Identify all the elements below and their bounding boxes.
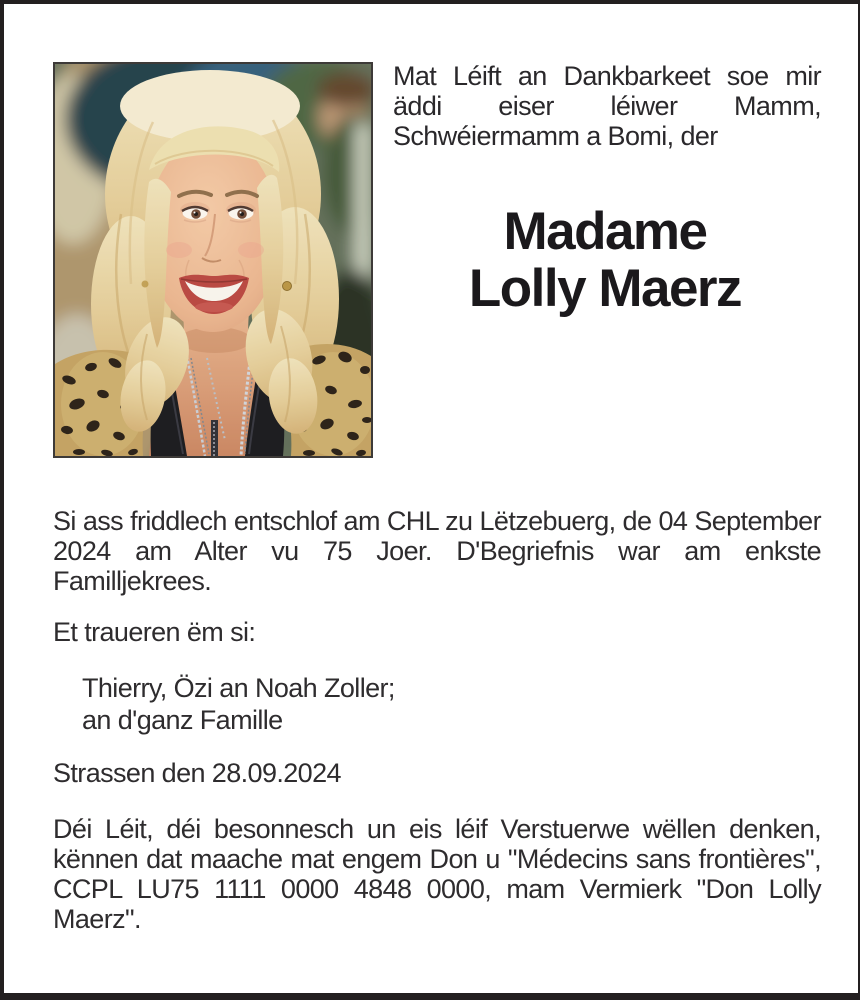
place-and-date: Strassen den 28.09.2024 [53, 758, 341, 788]
title-name: Lolly Maerz [468, 259, 742, 318]
deceased-name-title [389, 203, 821, 317]
mourners-list [82, 672, 682, 736]
portrait-photo [53, 62, 373, 458]
mourning-intro: Et traueren ëm si: [53, 617, 256, 647]
page-frame-bottom [0, 993, 860, 1000]
portrait-photo-illustration [55, 64, 371, 456]
page-frame-top [0, 0, 860, 4]
title-salutation: Madame [503, 202, 707, 261]
death-notice-paragraph: Si ass friddlech entschlof am CHL zu Lëtzebuerg, de 04 September 2024 am Alter vu 75 Joer. D'Begriefnis war am enkste Familljekrees. [53, 506, 821, 596]
donation-notice: Déi Léit, déi besonnesch un eis léif Verstuerwe wëllen denken, kënnen dat maache mat engem Don u "Médecins sans frontières", CCPL LU75 1111 0000 4848 0000, mam Vermierk "Don Lolly Maerz". [53, 814, 821, 934]
mourners-line: Thierry, Özi an Noah Zoller; [82, 673, 395, 703]
page-frame-left [0, 0, 4, 1000]
intro-text: Mat Léift an Dankbarkeet soe mir äddi eiser léiwer Mamm, Schwéiermamm a Bomi, der [393, 61, 821, 151]
mourners-line: an d'ganz Famille [82, 705, 283, 735]
